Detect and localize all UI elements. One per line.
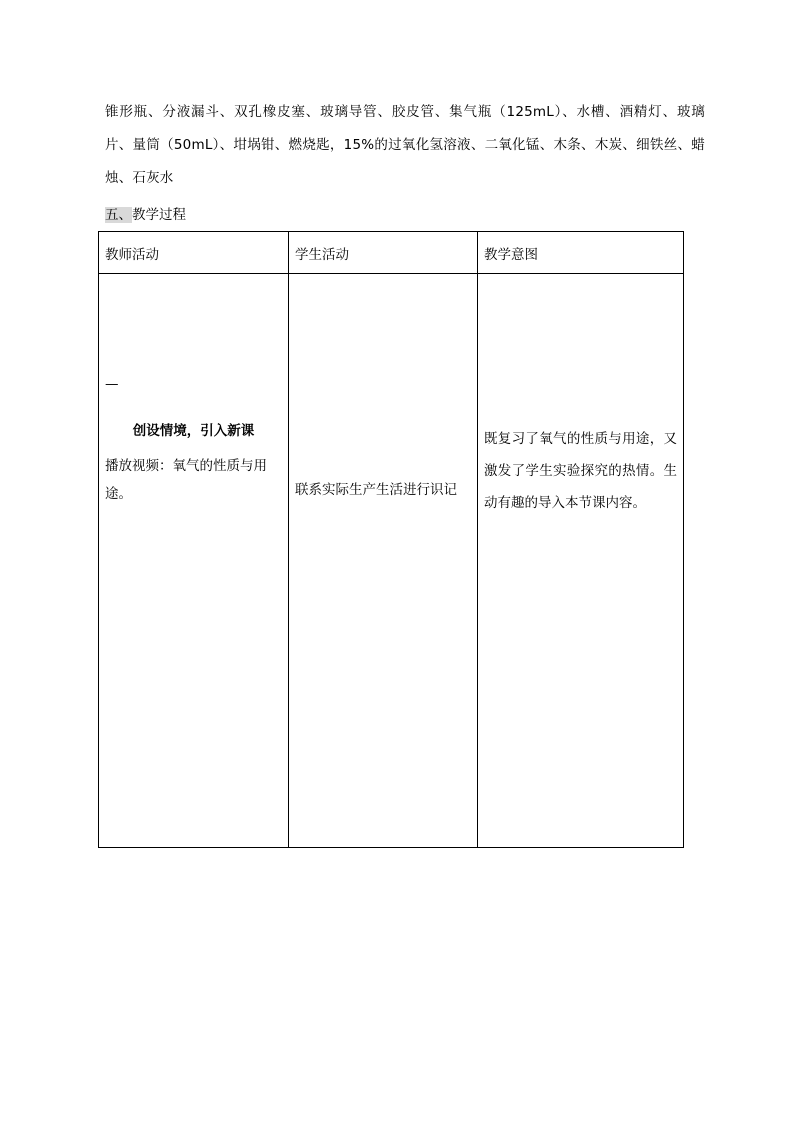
teaching-intent-text: 既复习了氧气的性质与用途，又激发了学生实验探究的热情。生动有趣的导入本节课内容。: [484, 430, 677, 511]
student-activity-cell: [289, 274, 478, 848]
section-title: 教学过程: [132, 207, 186, 223]
materials-list: 锥形瓶、分液漏斗、双孔橡皮塞、玻璃导管、胶皮管、集气瓶（125mL）、水槽、酒精灯、玻璃片、量筒（50mL）、坩埚钳、燃烧匙，15%的过氧化氢溶液、二氧化锰、木条、木炭、细铁丝、蜡烛、石灰水: [105, 104, 705, 186]
section-heading: [105, 205, 186, 225]
step-subtitle: 创设情境，引入新课: [132, 423, 255, 439]
header-teaching-intent: 教学意图: [478, 232, 684, 274]
table-row: [99, 274, 684, 848]
student-activity-text: 联系实际生产生活进行识记: [295, 481, 457, 498]
header-student-activity: 学生活动: [289, 232, 478, 274]
step-dash: —: [105, 376, 119, 392]
teacher-activity-cell: [99, 274, 289, 848]
teaching-intent-cell: [478, 274, 684, 848]
teaching-process-table: [98, 231, 684, 848]
header-teacher-activity: 教师活动: [99, 232, 289, 274]
section-number: 五、: [105, 207, 132, 223]
table-header-row: [99, 232, 684, 274]
teacher-activity-text: 播放视频：氧气的性质与用途。: [105, 458, 267, 502]
